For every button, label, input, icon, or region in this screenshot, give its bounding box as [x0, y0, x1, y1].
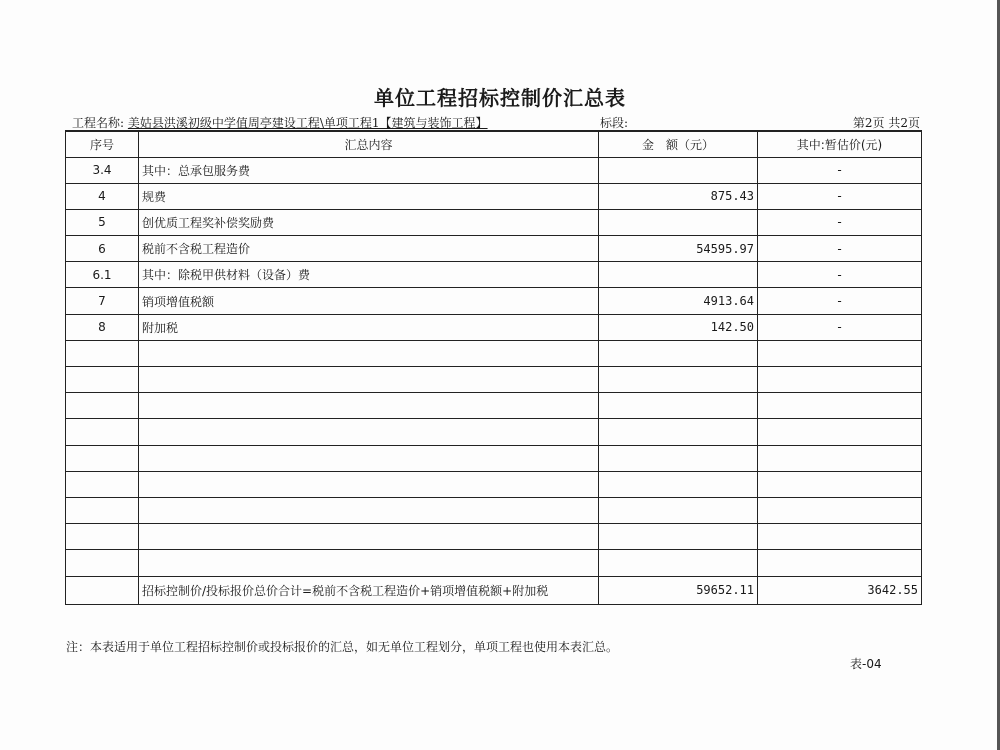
- table-row: [66, 314, 922, 340]
- row-amount: [599, 550, 758, 576]
- total-estimate: 3642.55: [758, 576, 922, 604]
- row-estimate: [758, 524, 922, 550]
- row-no: [66, 419, 139, 445]
- row-amount: [599, 445, 758, 471]
- row-amount: [599, 340, 758, 366]
- row-desc: 创优质工程奖补偿奖励费: [139, 209, 599, 235]
- row-no: [66, 497, 139, 523]
- row-amount: [599, 524, 758, 550]
- col-header-estimate: 其中:暂估价(元): [758, 131, 922, 157]
- table-row: [66, 419, 922, 445]
- row-estimate: -: [758, 236, 922, 262]
- col-header-desc: 汇总内容: [139, 131, 599, 157]
- row-desc: [139, 550, 599, 576]
- row-no: [66, 471, 139, 497]
- row-no: 5: [66, 209, 139, 235]
- row-estimate: [758, 550, 922, 576]
- row-estimate: -: [758, 288, 922, 314]
- row-estimate: -: [758, 262, 922, 288]
- row-estimate: -: [758, 209, 922, 235]
- total-desc: 招标控制价/投标报价总价合计=税前不含税工程造价+销项增值税额+附加税: [139, 576, 599, 604]
- table-row: [66, 471, 922, 497]
- row-no: 8: [66, 314, 139, 340]
- row-estimate: [758, 445, 922, 471]
- row-amount: 875.43: [599, 183, 758, 209]
- table-row: [66, 524, 922, 550]
- row-amount: [599, 497, 758, 523]
- summary-table: [65, 130, 922, 605]
- row-desc: 销项增值税额: [139, 288, 599, 314]
- row-estimate: [758, 393, 922, 419]
- row-desc: 其中：除税甲供材料（设备）费: [139, 262, 599, 288]
- row-amount: 4913.64: [599, 288, 758, 314]
- row-no: [66, 445, 139, 471]
- row-desc: 附加税: [139, 314, 599, 340]
- table-row: [66, 340, 922, 366]
- row-desc: [139, 445, 599, 471]
- table-row: [66, 209, 922, 235]
- project-name: [72, 114, 488, 131]
- table-row: [66, 497, 922, 523]
- project-label: 工程名称:: [72, 116, 125, 130]
- row-estimate: -: [758, 314, 922, 340]
- row-estimate: [758, 497, 922, 523]
- total-amount: 59652.11: [599, 576, 758, 604]
- row-estimate: -: [758, 183, 922, 209]
- row-no: [66, 340, 139, 366]
- row-desc: [139, 471, 599, 497]
- total-row: [66, 576, 922, 604]
- row-no: 6.1: [66, 262, 139, 288]
- row-amount: [599, 471, 758, 497]
- row-no: 7: [66, 288, 139, 314]
- table-row: [66, 236, 922, 262]
- row-desc: 其中：总承包服务费: [139, 157, 599, 183]
- table-row: [66, 262, 922, 288]
- row-amount: 54595.97: [599, 236, 758, 262]
- table-header-row: [66, 131, 922, 157]
- row-estimate: [758, 419, 922, 445]
- row-amount: [599, 209, 758, 235]
- table-row: [66, 445, 922, 471]
- footnote: 注：本表适用于单位工程招标控制价或投标报价的汇总，如无单位工程划分，单项工程也使用本表汇总。: [66, 640, 619, 654]
- project-value: 美姑县洪溪初级中学值周亭建设工程\单项工程1【建筑与装饰工程】: [127, 116, 488, 130]
- row-estimate: [758, 367, 922, 393]
- row-amount: [599, 262, 758, 288]
- row-no: 4: [66, 183, 139, 209]
- table-row: [66, 288, 922, 314]
- row-desc: [139, 419, 599, 445]
- page-title: 单位工程招标控制价汇总表: [374, 86, 626, 110]
- table-row: [66, 393, 922, 419]
- row-amount: [599, 157, 758, 183]
- row-estimate: [758, 340, 922, 366]
- table-row: [66, 157, 922, 183]
- total-no: [66, 576, 139, 604]
- row-desc: [139, 367, 599, 393]
- segment-label: 标段:: [600, 116, 629, 130]
- row-no: [66, 367, 139, 393]
- table-row: [66, 367, 922, 393]
- col-header-no: 序号: [66, 131, 139, 157]
- row-desc: [139, 340, 599, 366]
- page-info: 第2页 共2页: [852, 116, 920, 130]
- row-amount: 142.50: [599, 314, 758, 340]
- row-amount: [599, 419, 758, 445]
- row-no: 3.4: [66, 157, 139, 183]
- row-desc: [139, 524, 599, 550]
- row-no: [66, 393, 139, 419]
- row-no: 6: [66, 236, 139, 262]
- row-no: [66, 524, 139, 550]
- row-estimate: [758, 471, 922, 497]
- row-desc: 税前不含税工程造价: [139, 236, 599, 262]
- row-estimate: -: [758, 157, 922, 183]
- table-row: [66, 183, 922, 209]
- row-amount: [599, 367, 758, 393]
- row-desc: 规费: [139, 183, 599, 209]
- row-desc: [139, 497, 599, 523]
- table-row: [66, 550, 922, 576]
- form-number: 表-04: [850, 657, 882, 671]
- row-no: [66, 550, 139, 576]
- row-desc: [139, 393, 599, 419]
- row-amount: [599, 393, 758, 419]
- col-header-amount: 金 额（元）: [599, 131, 758, 157]
